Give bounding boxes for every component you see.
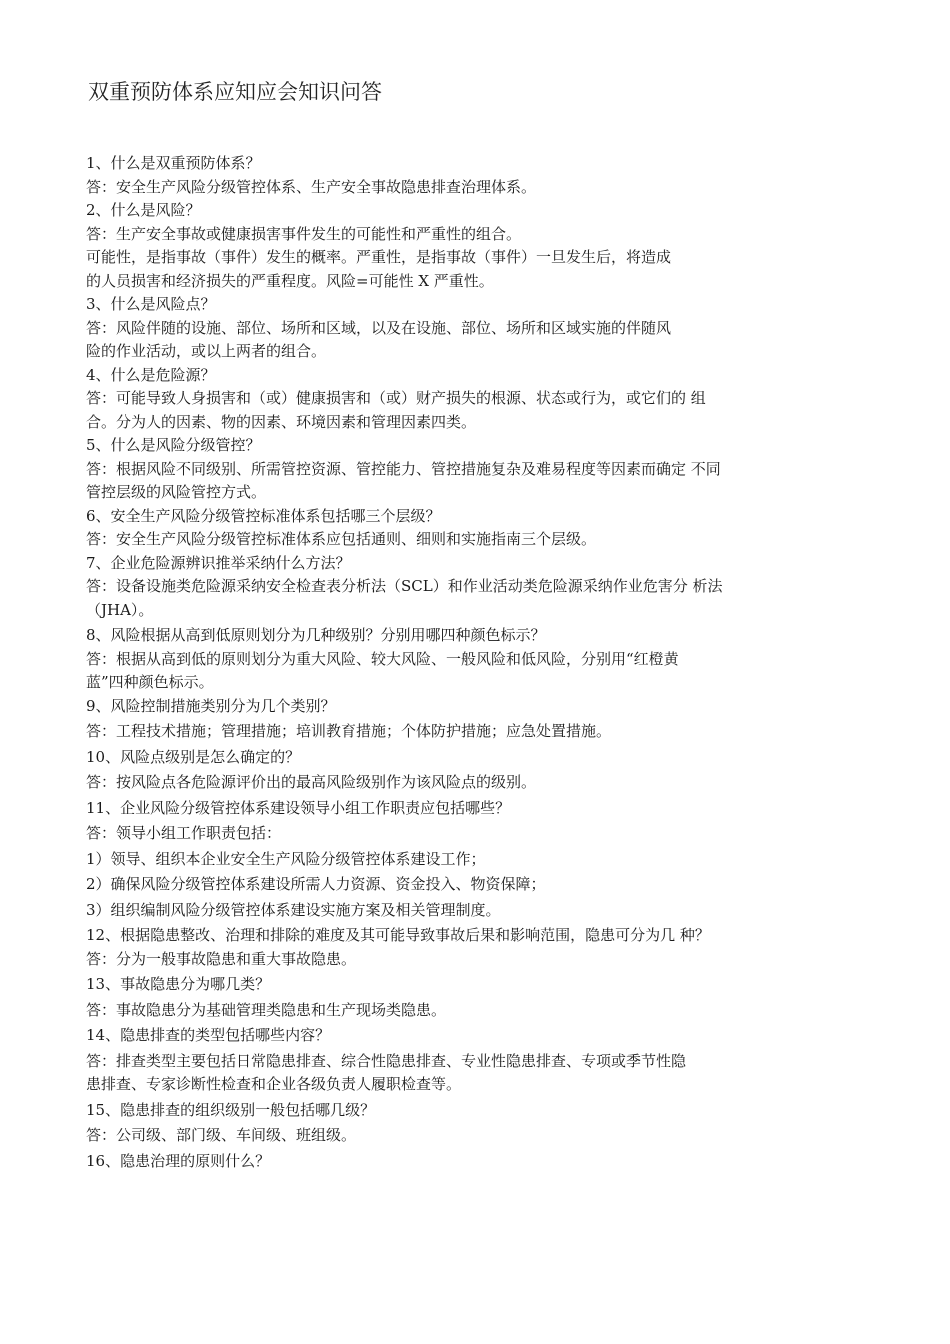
text-line: 8、风险根据从高到低原则划分为几种级别？分别用哪四种颜色标示？ [86, 626, 546, 644]
text-line: 11、企业风险分级管控体系建设领导小组工作职责应包括哪些？ [86, 798, 511, 817]
text-line: 答：按风险点各危险源评价出的最高风险级别作为该风险点的级别。 [86, 773, 537, 791]
text-line: 患排查、专家诊断性检查和企业各级负责人履职检查等。 [86, 1075, 462, 1093]
text-line: 7、企业危险源辨识推举采纳什么方法？ [86, 553, 351, 572]
text-line: 9、风险控制措施类别分为几个类别？ [86, 696, 336, 715]
text-line: 答：事故隐患分为基础管理类隐患和生产现场类隐患。 [86, 1000, 447, 1019]
text-line: 答：领导小组工作职责包括： [86, 824, 282, 842]
text-line: 答：排查类型主要包括日常隐患排查、综合性隐患排查、专业性隐患排查、专项或季节性隐 [86, 1051, 687, 1070]
text-line: 管控层级的风险管控方式。 [86, 483, 267, 501]
text-line: 答：工程技术措施；管理措施；培训教育措施；个体防护措施；应急处置措施。 [86, 722, 612, 740]
text-line: 3、什么是风险点？ [86, 295, 216, 313]
text-line: 答：根据风险不同级别、所需管控资源、管控能力、管控措施复杂及难易程度等因素而确定 不同 [86, 459, 721, 478]
text-line: 险的作业活动，或以上两者的组合。 [86, 342, 327, 360]
text-line: 答：公司级、部门级、车间级、班组级。 [86, 1126, 357, 1144]
text-line: 10、风险点级别是怎么确定的？ [86, 747, 301, 766]
text-line: 16、隐患治理的原则什么？ [86, 1151, 271, 1170]
text-line: 14、隐患排查的类型包括哪些内容？ [86, 1026, 331, 1044]
text-line: 3）组织编制风险分级管控体系建设实施方案及相关管理制度。 [86, 900, 501, 919]
text-line: 可能性，是指事故（事件）发生的概率。严重性，是指事故（事件）一旦发生后，将造成 [86, 248, 672, 266]
text-line: 答：生产安全事故或健康损害事件发生的可能性和严重性的组合。 [86, 224, 522, 243]
text-line: 蓝”四种颜色标示。 [86, 673, 214, 691]
text-line: 答：分为一般事故隐患和重大事故隐患。 [86, 949, 357, 968]
text-line: 2）确保风险分级管控体系建设所需人力资源、资金投入、物资保障； [86, 875, 546, 893]
text-line: 12、根据隐患整改、治理和排除的难度及其可能导致事故后果和影响范围，隐患可分为几 种？ [86, 926, 710, 944]
text-line: 答：设备设施类危险源采纳安全检查表分析法（SCL）和作业活动类危险源采纳作业危害分 析法 [86, 577, 723, 595]
text-line: （JHA）。 [86, 600, 154, 619]
text-line: 4、什么是危险源？ [86, 365, 216, 384]
document-body [86, 152, 866, 1173]
text-line: 2、什么是风险？ [86, 201, 201, 219]
text-line: 答：根据从高到低的原则划分为重大风险、较大风险、一般风险和低风险，分别用“红橙黄 [86, 649, 679, 668]
text-line: 1）领导、组织本企业安全生产风险分级管控体系建设工作； [86, 849, 486, 868]
text-line: 答：可能导致人身损害和（或）健康损害和（或）财产损失的根源、状态或行为，或它们的 组 [86, 389, 706, 407]
text-line: 答：风险伴随的设施、部位、场所和区域，以及在设施、部位、场所和区域实施的伴随风 [86, 318, 672, 337]
text-line: 的人员损害和经济损失的严重程度。风险=可能性 X 严重性。 [86, 271, 494, 290]
text-line: 1、什么是双重预防体系？ [86, 154, 261, 172]
text-line: 答：安全生产风险分级管控标准体系应包括通则、细则和实施指南三个层级。 [86, 530, 597, 548]
text-line: 6、安全生产风险分级管控标准体系包括哪三个层级？ [86, 506, 441, 525]
text-line: 5、什么是风险分级管控？ [86, 436, 261, 454]
text-line: 13、事故隐患分为哪几类？ [86, 975, 271, 993]
document-title: 双重预防体系应知应会知识问答 [88, 80, 382, 104]
text-line: 15、隐患排查的组织级别一般包括哪几级？ [86, 1100, 376, 1119]
text-line: 合。分为人的因素、物的因素、环境因素和管理因素四类。 [86, 412, 477, 431]
text-line: 答：安全生产风险分级管控体系、生产安全事故隐患排查治理体系。 [86, 177, 537, 196]
